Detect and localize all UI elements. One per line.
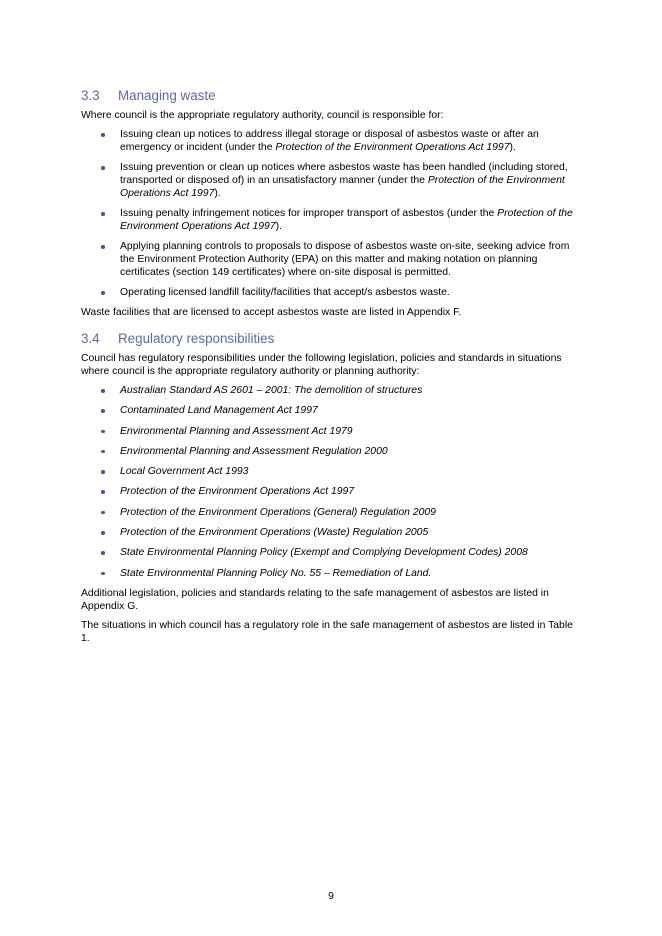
section-title: Managing waste xyxy=(118,88,216,103)
bullet-icon xyxy=(101,212,105,216)
page-number: 9 xyxy=(328,891,334,902)
bullet-icon xyxy=(101,245,105,249)
list-item: Issuing penalty infringement notices for improper transport of asbestos (under the Protection of the Environment Operations Act 1997). xyxy=(81,207,581,233)
bullet-icon xyxy=(101,133,105,137)
section-number: 3.4 xyxy=(81,331,100,346)
section-closing: Waste facilities that are licensed to accept asbestos waste are listed in Appendix F. xyxy=(81,307,462,318)
list-item: Protection of the Environment Operations Act 1997 xyxy=(81,485,581,498)
bullet-icon xyxy=(101,291,105,295)
list-item: Issuing clean up notices to address illegal storage or disposal of asbestos waste or after an emergency or incident (under the Protection of the Environment Operations Act 1997). xyxy=(81,128,581,154)
list-item: Protection of the Environment Operations (Waste) Regulation 2005 xyxy=(81,526,581,539)
legislation-list xyxy=(81,384,581,580)
bullet-icon xyxy=(101,531,105,535)
page-content xyxy=(81,88,581,651)
list-item: Local Government Act 1993 xyxy=(81,465,581,478)
list-item: Environmental Planning and Assessment Regulation 2000 xyxy=(81,445,581,458)
list-item: State Environmental Planning Policy (Exempt and Complying Development Codes) 2008 xyxy=(81,546,581,559)
list-item: Operating licensed landfill facility/facilities that accept/s asbestos waste. xyxy=(81,286,581,299)
section-heading-3-3 xyxy=(81,88,581,104)
bullet-icon xyxy=(101,409,105,413)
responsibility-list xyxy=(81,128,581,299)
list-item: Protection of the Environment Operations (General) Regulation 2009 xyxy=(81,506,581,519)
bullet-icon xyxy=(101,572,105,576)
bullet-icon xyxy=(101,511,105,515)
section-heading-3-4 xyxy=(81,331,581,347)
bullet-icon xyxy=(101,389,105,393)
bullet-icon xyxy=(101,430,105,434)
list-item: Applying planning controls to proposals to dispose of asbestos waste on-site, seeking advice from the Environment Protection Authority (EPA) on this matter and making notation on planning certificates (section 149 certificates) where on-site disposal is permitted. xyxy=(81,240,581,279)
bullet-icon xyxy=(101,470,105,474)
list-item: Environmental Planning and Assessment Act 1979 xyxy=(81,425,581,438)
section-intro: Where council is the appropriate regulatory authority, council is responsible for: xyxy=(81,110,444,121)
list-item: Issuing prevention or clean up notices where asbestos waste has been handled (including stored, transported or disposed of) in an unsatisfactory manner (under the Protection of the Environment Operations Act 1997). xyxy=(81,161,581,200)
bullet-icon xyxy=(101,490,105,494)
list-item: State Environmental Planning Policy No. 55 – Remediation of Land. xyxy=(81,567,581,580)
paragraph-appendix-g: Additional legislation, policies and standards relating to the safe management of asbestos are listed in Appendix G. xyxy=(81,587,549,612)
list-item: Australian Standard AS 2601 – 2001: The demolition of structures xyxy=(81,384,581,397)
section-number: 3.3 xyxy=(81,88,100,103)
paragraph-table-1: The situations in which council has a regulatory role in the safe management of asbestos are listed in Table 1. xyxy=(81,619,573,644)
bullet-icon xyxy=(101,166,105,170)
list-item: Contaminated Land Management Act 1997 xyxy=(81,404,581,417)
section-intro: Council has regulatory responsibilities under the following legislation, policies and standards in situations where council is the appropriate regulatory authority or planning authority: xyxy=(81,353,562,377)
bullet-icon xyxy=(101,551,105,555)
bullet-icon xyxy=(101,450,105,454)
section-title: Regulatory responsibilities xyxy=(118,331,275,346)
